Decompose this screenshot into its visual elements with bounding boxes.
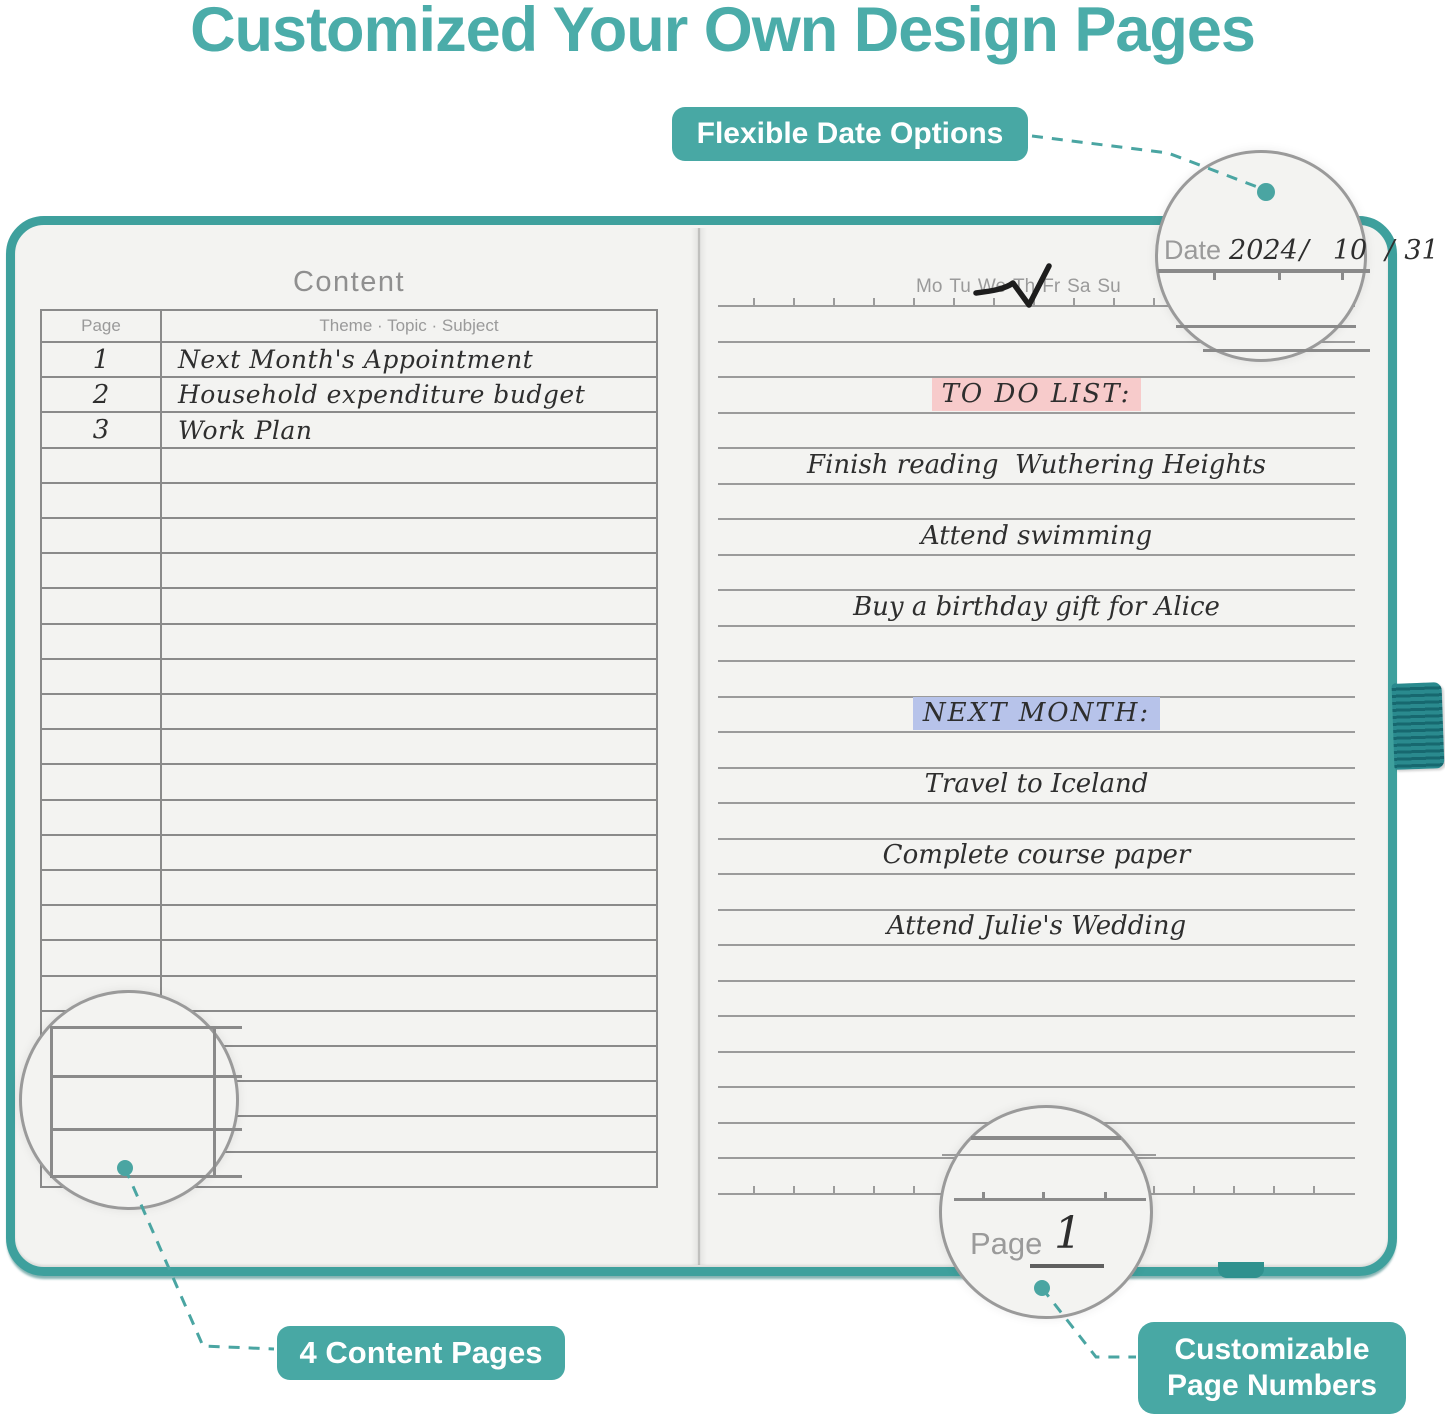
content-table-row (42, 834, 656, 869)
entry-title-cell (162, 977, 656, 1010)
section-heading (718, 379, 1355, 409)
content-table-row (42, 376, 656, 411)
content-table-row (42, 939, 656, 974)
page-number-cell (42, 449, 162, 482)
page-number-cell (42, 413, 162, 446)
ruled-line (718, 412, 1355, 414)
page-number-cell (42, 554, 162, 587)
ruler-tick (1233, 1186, 1235, 1193)
weekday-label-su: Su (1097, 276, 1121, 297)
section-heading (718, 698, 1355, 728)
content-table-row (42, 447, 656, 482)
ruled-line (718, 625, 1355, 627)
date-month: 10 (1332, 235, 1368, 266)
callout-flexible-date: Flexible Date Options (672, 107, 1028, 161)
page-number-cell (42, 906, 162, 939)
magnified-tick (1213, 273, 1216, 280)
weekday-label-th: Th (1013, 276, 1036, 297)
note-item: Attend Julie's Wedding (886, 911, 1187, 941)
date-year: 2024 (1229, 235, 1298, 266)
page-number-cell (42, 625, 162, 658)
entry-title-cell (162, 871, 656, 904)
page-number-value: 1 (1054, 1208, 1082, 1259)
ruler-tick (753, 298, 755, 305)
page-number-magnifier-circle (939, 1105, 1153, 1319)
ruled-line (718, 554, 1355, 556)
entry-title-cell (162, 519, 656, 552)
ruler-tick (793, 298, 795, 305)
content-table-row (42, 517, 656, 552)
entry-title-cell (162, 589, 656, 622)
ruler-tick (793, 1186, 795, 1193)
note-item: Travel to Iceland (924, 769, 1149, 799)
ruled-line (718, 944, 1355, 946)
ruled-line (718, 873, 1355, 875)
ruler-tick (1033, 298, 1035, 305)
page-number-underline (1030, 1264, 1104, 1268)
page-number-cell (42, 484, 162, 517)
ruler-tick (873, 298, 875, 305)
magnified-rule (954, 1198, 1146, 1201)
content-table-header (42, 311, 656, 341)
entry-page-number: 2 (92, 379, 110, 410)
weekday-label-we: We (977, 276, 1007, 297)
ruled-line (718, 980, 1355, 982)
magnified-table-rule (50, 1026, 242, 1029)
ruler-tick (873, 1186, 875, 1193)
col-header-page: Page (42, 311, 162, 341)
note-item: Attend swimming (920, 520, 1153, 551)
content-heading: Content (292, 266, 406, 298)
content-table-row (42, 904, 656, 939)
entry-page-number: 3 (92, 415, 110, 445)
ruler-tick (1113, 298, 1115, 305)
weekday-label-tu: Tu (949, 276, 971, 297)
ruled-line (718, 1015, 1355, 1017)
entry-title-cell (162, 449, 656, 482)
callout-content-pages: 4 Content Pages (277, 1326, 565, 1380)
callout-page-numbers: Customizable Page Numbers (1138, 1322, 1406, 1414)
page-number-cell (42, 765, 162, 798)
ruler-tick (753, 1186, 755, 1193)
page-number-cell (42, 695, 162, 728)
entry-title: Work Plan (178, 415, 313, 445)
content-table-row (42, 623, 656, 658)
content-table-row (42, 693, 656, 728)
ruler-tick (913, 298, 915, 305)
magnified-tick (1104, 1192, 1107, 1198)
magnified-rule (1176, 325, 1356, 328)
ruled-line (718, 731, 1355, 733)
ruler-tick (993, 298, 995, 305)
next-month-heading: NEXT MONTH: (913, 697, 1160, 730)
content-table-row (42, 658, 656, 693)
page-number-cell (42, 836, 162, 869)
entry-title-cell (162, 378, 656, 411)
content-rows-magnifier-circle (19, 990, 239, 1210)
page-number-cell (42, 343, 162, 376)
ruler-tick (833, 1186, 835, 1193)
entry-page-number: 1 (92, 344, 110, 375)
note-item: Buy a birthday gift for Alice (853, 591, 1220, 622)
magnified-tick (1341, 273, 1344, 280)
entry-title-cell (162, 625, 656, 658)
magnified-table-border (50, 1026, 53, 1178)
entry-title-cell (162, 836, 656, 869)
content-table-row (42, 869, 656, 904)
magnified-table-rule (50, 1128, 242, 1131)
ruler-tick (1153, 298, 1155, 305)
note-item: Complete course paper (882, 840, 1191, 870)
ruler-tick (1313, 1186, 1315, 1193)
entry-title-cell (162, 484, 656, 517)
notebook-spine (691, 228, 707, 1265)
content-table-row (42, 763, 656, 798)
page-number-cell (42, 589, 162, 622)
weekday-label-mo: Mo (916, 276, 943, 297)
magnified-rule (1158, 269, 1370, 273)
content-table-row (42, 411, 656, 446)
magnified-tick (1278, 273, 1281, 280)
content-table-row (42, 799, 656, 834)
date-field: Date 2024 / 10 / 31 (1164, 235, 1439, 266)
elastic-band-tab (1218, 1262, 1264, 1278)
date-day: 31 (1404, 235, 1439, 266)
content-table-row (42, 587, 656, 622)
weekday-label-sa: Sa (1067, 276, 1091, 297)
ruled-line (718, 483, 1355, 485)
entry-title-cell (162, 1153, 656, 1186)
entry-title: Household expenditure budget (178, 380, 586, 410)
entry-title-cell (162, 765, 656, 798)
ruler-tick (1073, 298, 1075, 305)
weekday-label-fr: Fr (1042, 276, 1061, 297)
ruled-line (718, 660, 1355, 662)
entry-title-cell (162, 343, 656, 376)
page-number-cell (42, 660, 162, 693)
magnified-rule (1203, 349, 1370, 352)
ruled-line (718, 1086, 1355, 1088)
ruled-line (718, 802, 1355, 804)
entry-title-cell (162, 801, 656, 834)
content-table-row (42, 552, 656, 587)
weekday-row (916, 276, 1121, 298)
ruler-tick (913, 1186, 915, 1193)
magnified-table-rule (50, 1175, 242, 1178)
magnified-table-border (213, 1026, 216, 1178)
page-number-cell (42, 941, 162, 974)
magnified-rule (971, 1136, 1121, 1140)
notes-page (718, 270, 1355, 1205)
page-number-cell (42, 730, 162, 763)
entry-title-cell (162, 695, 656, 728)
entry-title: Next Month's Appointment (178, 345, 534, 375)
content-table-row (42, 728, 656, 763)
ruled-line (718, 1051, 1355, 1053)
page-number-cell (42, 871, 162, 904)
entry-title-cell (162, 660, 656, 693)
note-item: Finish reading Wuthering Heights (807, 449, 1266, 480)
ruler-tick (1273, 1186, 1275, 1193)
page-field-label: Page (970, 1226, 1043, 1261)
ruler-tick (1193, 1186, 1195, 1193)
content-table-row (42, 482, 656, 517)
entry-title-cell (162, 906, 656, 939)
magnified-rule (942, 1154, 1156, 1156)
date-magnifier-circle (1155, 150, 1439, 362)
entry-title-cell (162, 413, 656, 446)
ruler-tick (833, 298, 835, 305)
entry-title-cell (162, 941, 656, 974)
page-number-cell (42, 378, 162, 411)
col-header-theme: Theme · Topic · Subject (319, 316, 499, 335)
ruler-tick (953, 298, 955, 305)
page-number-cell (42, 519, 162, 552)
ruler-tick (1153, 1186, 1155, 1193)
magnified-table-rule (50, 1075, 242, 1078)
magnified-tick (1042, 1192, 1045, 1198)
entry-title-cell (162, 730, 656, 763)
page-title: Customized Your Own Design Pages (190, 0, 1255, 65)
entry-title-cell (162, 554, 656, 587)
magnified-tick (982, 1192, 985, 1198)
todo-list-heading: TO DO LIST: (932, 378, 1142, 411)
content-table-row (42, 341, 656, 376)
page-number-cell (42, 801, 162, 834)
pen-loop (1392, 682, 1445, 770)
